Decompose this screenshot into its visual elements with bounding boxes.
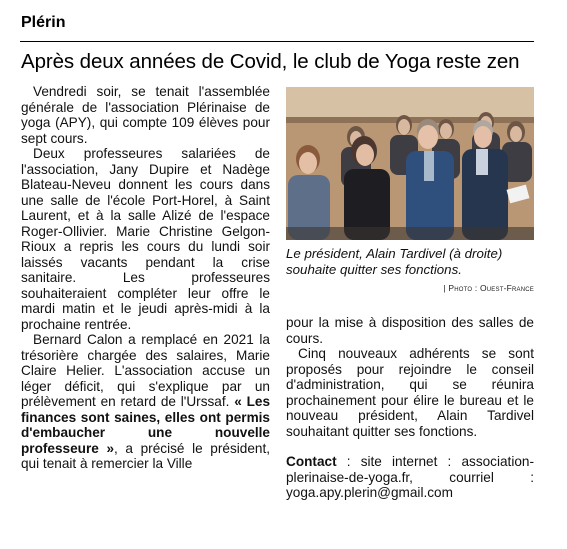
article-column-right xyxy=(286,315,534,501)
contact-info xyxy=(286,454,534,501)
paragraph-3-text-end: , a précisé le président, qui tenait à remercier la Ville xyxy=(21,440,270,471)
paragraph-3-continued: pour la mise à disposition des salles de cours. xyxy=(286,315,534,346)
paragraph-1: Vendredi soir, se tenait l'assemblée générale de l'association Plérinaise de yoga (APY), qui compte 109 élèves pour sept cours. xyxy=(21,84,270,146)
paragraph-3-text: Bernard Calon a remplacé en 2021 la trésorière chargée des salaires, Marie Claire Helier. L'association accuse un léger déficit, qui s'explique par un prélèvement en retard de l'Urssaf. xyxy=(21,332,270,409)
photo-credit: | Photo : Ouest-France xyxy=(443,283,534,293)
article-photo xyxy=(286,87,534,240)
paragraph-3 xyxy=(21,332,270,472)
article-column-left xyxy=(21,84,270,472)
header-rule xyxy=(20,41,534,42)
group-photo-image xyxy=(286,87,534,240)
paragraph-2: Deux professeures salariées de l'association, Jany Dupire et Nadège Blateau-Neveu donnent les cours dans une salle de l'école Port-Horel, à Saint Laurent, et à la salle Alizé de l'espace Roger-Ollivier. Marie Christine Gelgon-Rioux a repris les cours du lundi soir laissés vacants pendant la crise sanitaire. Les professeures souhaiteraient compléter leur offre le mardi matin et le jeudi après-midi à la prochaine rentrée. xyxy=(21,146,270,332)
photo-caption: Le président, Alain Tardivel (à droite) souhaite quitter ses fonctions. xyxy=(286,246,503,277)
paragraph-4: Cinq nouveaux adhérents se sont proposés pour rejoindre le conseil d'administration, qui se réunira prochainement pour élire le bureau et le nouveau président, Alain Tardivel souhaitant quitter ses fonctions. xyxy=(286,346,534,439)
contact-details: : site internet : association-plerinaise-de-yoga.fr, courriel : yoga.apy.plerin@gmail.com xyxy=(286,454,534,500)
president-quote: « Les finances sont saines, elles ont permis d'embaucher une nouvelle professeure » xyxy=(21,394,271,456)
article-location: Plérin xyxy=(21,14,66,31)
contact-label: Contact xyxy=(286,454,337,469)
article-headline: Après deux années de Covid, le club de Yoga reste zen xyxy=(21,50,520,73)
